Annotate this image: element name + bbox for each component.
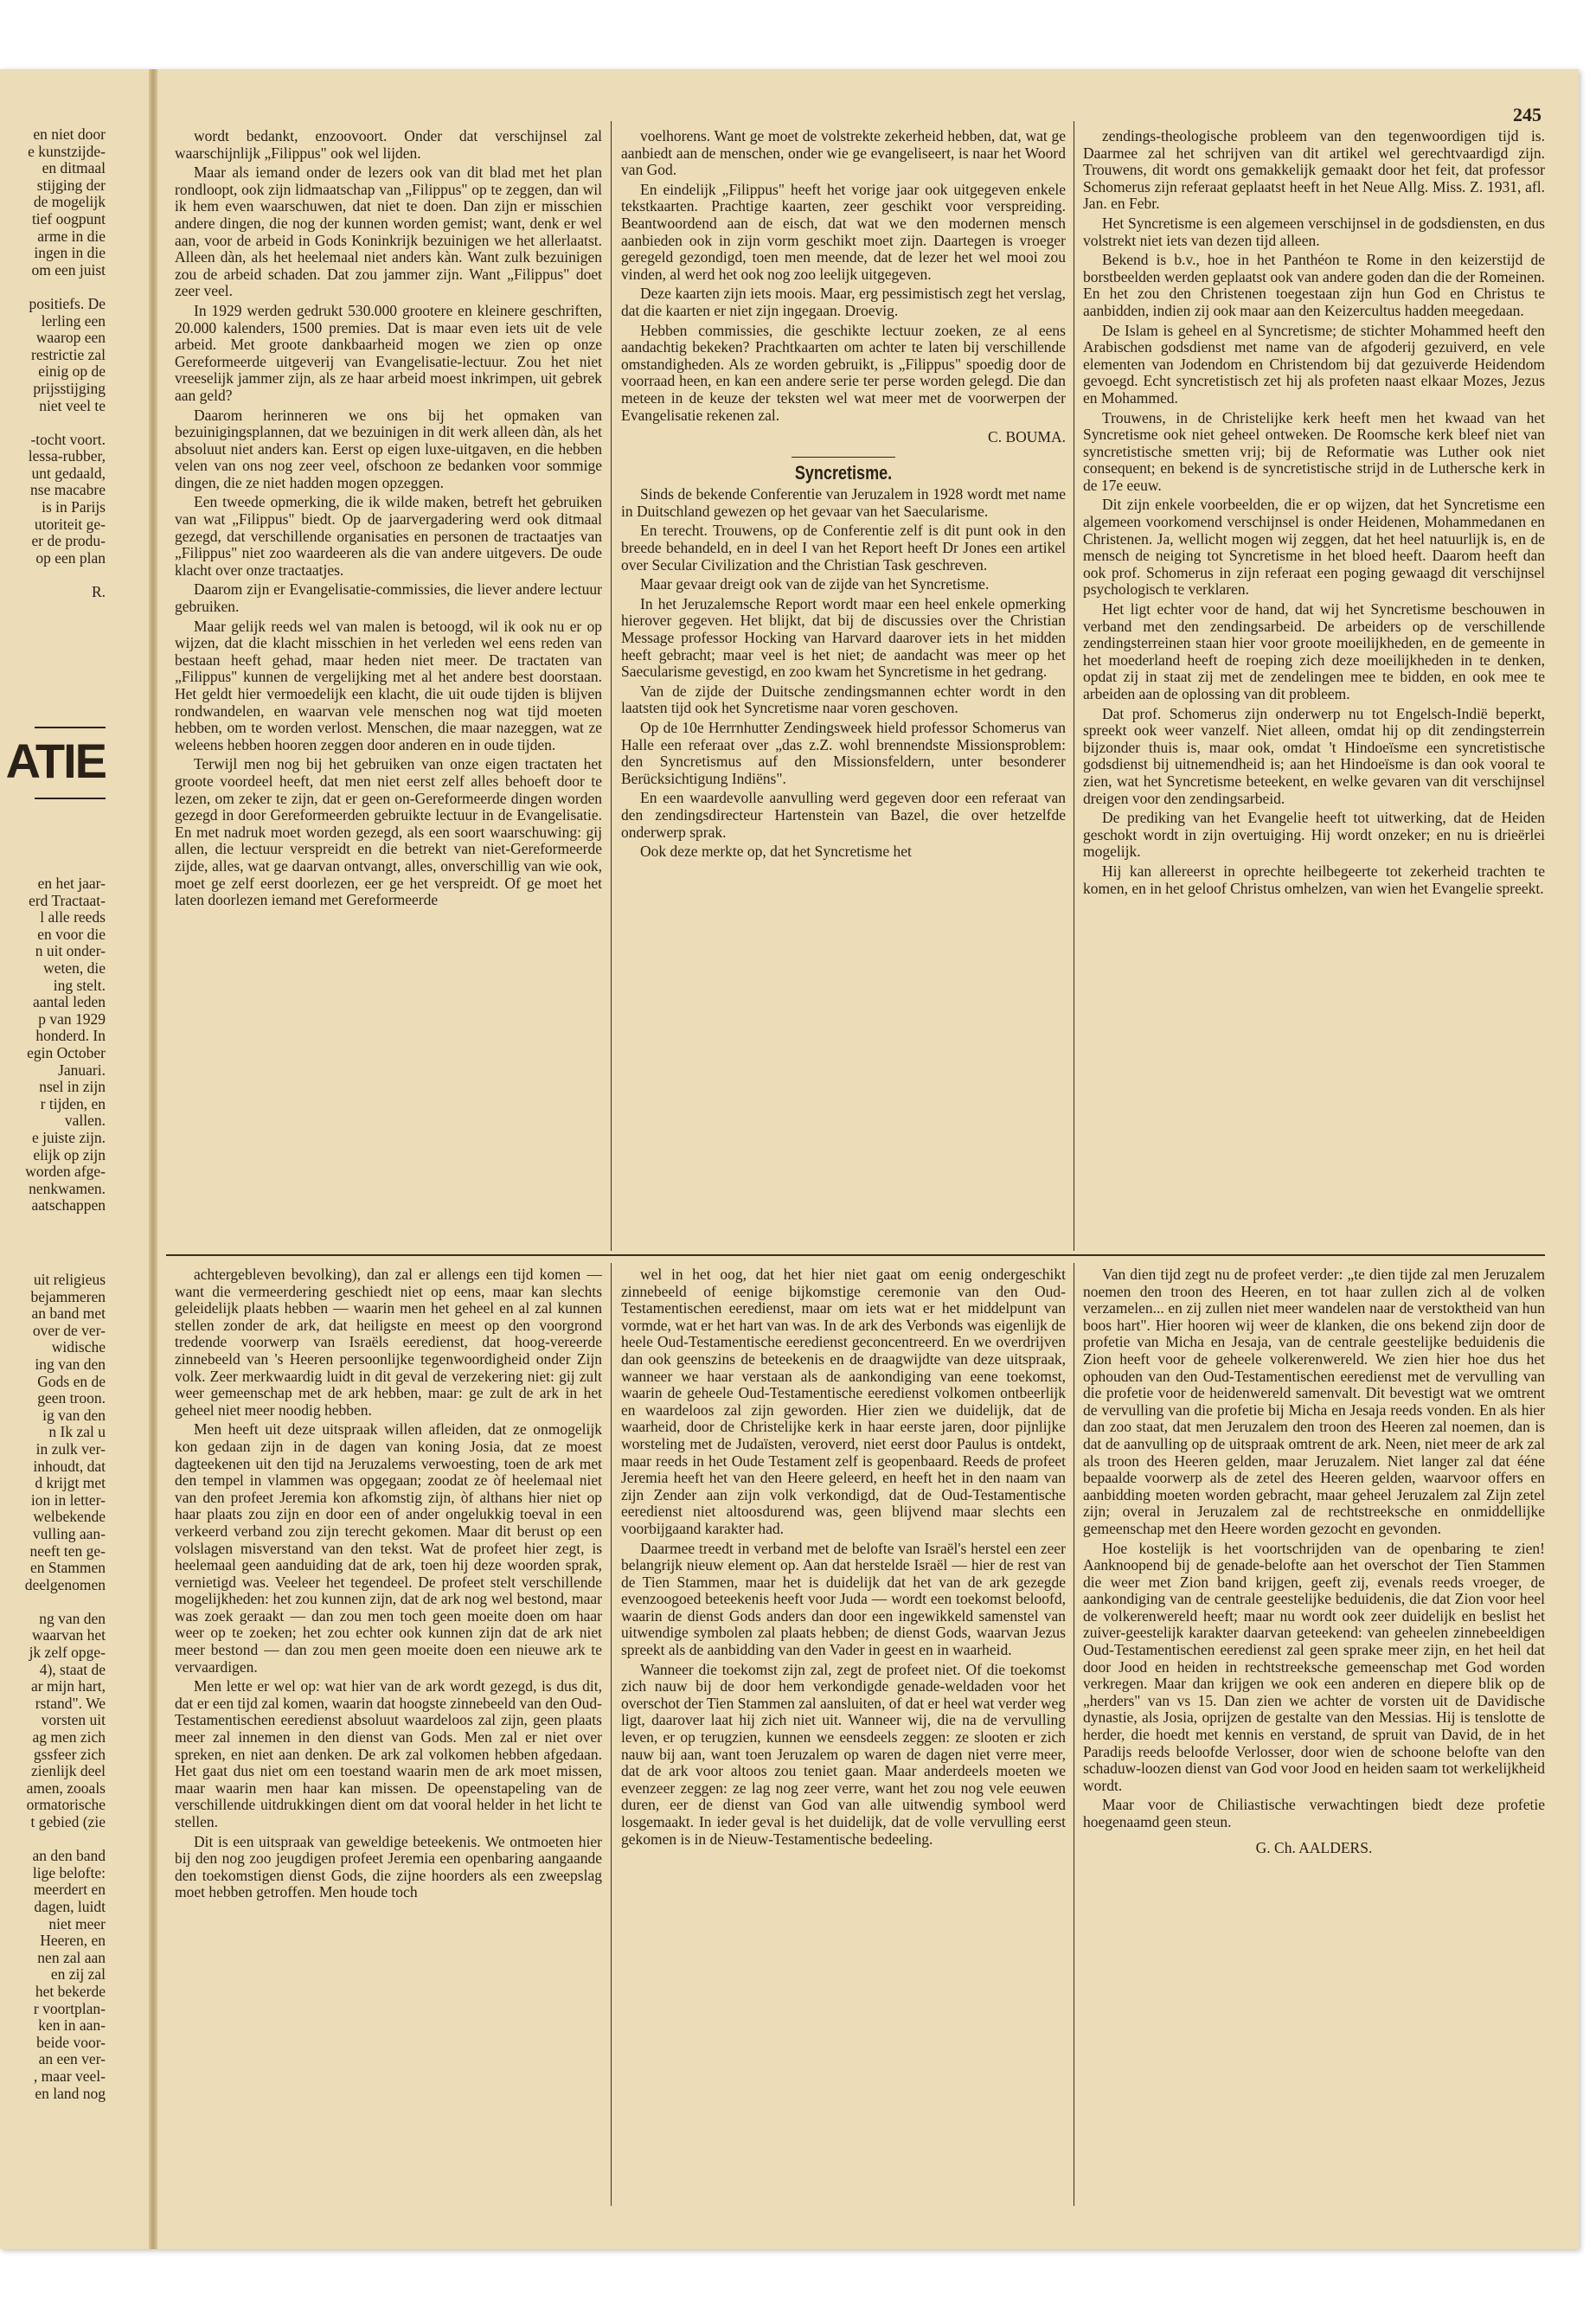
text-line: Gods en de	[37, 1372, 106, 1390]
text-line	[0, 567, 106, 584]
text-line: aantal leden	[32, 993, 106, 1011]
paragraph: wordt bedankt, enzoovoort. Onder dat verschijnsel zal waarschijnlijk „Filippus" ook wel lijden.	[175, 128, 602, 162]
text-line: Januari.	[58, 1061, 106, 1079]
left-page-fragment-middle	[0, 875, 106, 1239]
text-line: om een juist	[31, 260, 106, 279]
text-line: einig op de	[38, 362, 106, 381]
text-line: ar mijn hart,	[30, 1677, 106, 1695]
article-column-4	[175, 1266, 602, 2209]
text-line: waarop een	[35, 329, 106, 347]
text-line: jk zelf opge-	[29, 1644, 106, 1662]
text-line: is in Parijs	[42, 498, 106, 516]
text-line: ion in letter-	[30, 1490, 106, 1509]
text-line: r voortplan-	[33, 1999, 106, 2017]
text-line: en Stammen	[30, 1559, 106, 1577]
article-heading-syncretisme: Syncretisme.	[794, 461, 893, 484]
text-line: nse macabre	[30, 481, 106, 499]
text-line	[0, 1593, 106, 1611]
paragraph: Dit zijn enkele voorbeelden, die er op wijzen, dat het Syncretisme een algemeen voorkomend verschijnsel is onder Heidenen, Mohammedanen en Christenen. Ja, wellicht mogen wij zeggen, dat het heel natuurlijk is, en de mensch de neiging tot Syncretisme in het bloed heeft. Daarom heeft dan ook prof. Schomerus in zijn referaat een poging gewaagd dit verschijnsel psychologisch te verklaren.	[1083, 496, 1545, 599]
text-line: er de produ-	[31, 532, 106, 550]
paragraph: Maar als iemand onder de lezers ook van dit blad met het plan rondloopt, ook zijn lidmaatschap van „Filippus" op te zeggen, dan wil ik hem even waarschuwen, dat niet te doen. Dan zijn er misschien andere dingen, die nog der kunnen worden gemist; want, denk er wel aan, voor de arbeid in Gods Koninkrijk bezuinigen we het allerlaatst. Alleen dàn, als het heelemaal niet anders kàn. Want zulk bezuinigen zou de arbeid schaden. Dat zou jammer zijn. Want „Filippus" doet zeer veel.	[175, 163, 602, 300]
text-line: bejammeren	[30, 1287, 106, 1305]
paragraph: Op de 10e Herrnhutter Zendingsweek hield professor Schomerus van Halle een referaat over „das z.Z. wohl brennendste Missionsproblem: den Syncretismus auf den Missionsfeldern, unter besonderer Berücksichtigung Indiëns".	[621, 719, 1066, 787]
text-line: p van 1929	[38, 1009, 106, 1028]
text-line: amen, zooals	[26, 1779, 106, 1797]
text-line: meerdert en	[33, 1881, 106, 1899]
paragraph: achtergebleven bevolking), dan zal er allengs een tijd komen — want die vermeerdering geschiedt niet op eens, maar kan slechts geleidelijk plaats hebben — waarin men het geheel en al zal kunnen stellen zonder de ark, dat heiligste en meest op den voorgrond tredende voorwerp van Israëls eeredienst, dat hoog-vereerde zinnebeeld van 's Heeren persoonlijke tegenwoordigheid onder Zijn volk. Zeer merkwaardig luidt in dit geval de verzekering niet: gij zult weer gemeenschap met de ark hebben, maar: ge zult de ark in het geheel niet meer noodig hebben.	[175, 1266, 602, 1419]
column-rule	[611, 1263, 612, 2206]
paragraph: Van dien tijd zegt nu de profeet verder: „te dien tijde zal men Jeruzalem noemen den troon des Heeren, en tot haar zullen zich al de volken verzamelen... en zij zullen niet meer wandelen naar de verstoktheid van hun boos hart". Hier hooren wij weer de klanken, die ons bekend zijn door de profetie van Micha en Jesaja, van de centrale geestelijke beduidenis die Zion heeft voor de geheele volkerenwereld. We zien hier hoe dus het ophouden van den Oud-Testamentischen eeredienst met de vervulling van die profetie voor de heidenwereld samenvalt. Dit bevestigt wat we omtrent de vervulling van die profetie bij Micha en Jesaja reeds vonden. En als hier dan zoo staat, dat men Jeruzalem den troon des Heeren zal noemen, dan is dat de aanvulling op de uitspraak omtrent de ark. Neen, niet meer de ark zal als troon des Heeren gelden, maar Jeruzalem. Niet langer zal dat ééne bepaalde voorwerp als de zetel des Heeren gelden, waarvoor offers en aanbidding moeten worden gebracht, maar geheel Jeruzalem zal Zijn zetel zijn; overal in Jeruzalem zal de rechtstreeksche en onmiddellijke gemeenschap met den Heere worden gezocht en gevonden.	[1083, 1266, 1545, 1537]
text-line: an den band	[32, 1847, 106, 1865]
paragraph: Dat prof. Schomerus zijn onderwerp nu tot Engelsch-Indië beperkt, spreekt ook weer vanzelf. Niet alleen, omdat hij op dit zendingsterrein bijzonder thuis is, maar ook, omdat 't Hindoeïsme een syncretistische godsdienst bij uitnemendheid is; aan het Hindoeïsme is dan ook vooral te zien, wat het Syncretisme beteekent, en welke gevaren van dit verschijnsel dreigen voor den zendingsarbeid.	[1083, 704, 1545, 807]
column-rule	[611, 121, 612, 1251]
left-page-fragment-heading	[0, 716, 106, 881]
text-line: 4), staat de	[39, 1660, 106, 1678]
article-column-5	[621, 1266, 1066, 2209]
text-line: ng van den	[39, 1609, 106, 1627]
text-line: welbekende	[33, 1508, 106, 1526]
paragraph: In het Jeruzalemsche Report wordt maar een heel enkele opmerking hierover gegeven. Het blijkt, dat bij de discussies over the Christian Message professor Hocking van Harvard daarover iets in het midden heeft gebracht; maar veel is het niet; de aandacht was meer op het Saecularisme gevestigd, en zoo kwam het Syncretisme in het gedrang.	[621, 594, 1066, 681]
text-line	[0, 279, 106, 296]
paragraph: Van de zijde der Duitsche zendingsmannen echter wordt in den laatsten tijd ook het Syncretisme naar voren geschoven.	[621, 682, 1066, 717]
text-line: lerling een	[41, 311, 106, 330]
text-line: d krijgt met	[35, 1474, 106, 1492]
text-line: aatschappen	[31, 1196, 106, 1215]
horizontal-rule	[166, 1254, 1545, 1256]
paragraph: In 1929 werden gedrukt 530.000 grootere en kleinere geschriften, 20.000 kalenders, 1500 premies. Dat is maar even iets uit de vele arbeid. Met groote dankbaarheid mogen we zien op onze Gereformeerde uitgeverij van Evangelisatie-lectuur. Zou het niet vreeselijk jammer zijn, als ze haar arbeid moest inkrimpen, uit gebrek aan geld?	[175, 301, 602, 404]
text-line: ormatorische	[26, 1796, 106, 1814]
text-line: over de ver-	[32, 1321, 106, 1339]
text-line: de mogelijk	[33, 193, 106, 211]
text-line: ig van den	[42, 1406, 106, 1424]
text-line: lige belofte:	[32, 1863, 106, 1881]
text-line: en niet door	[33, 126, 106, 143]
text-line: tief oogpunt	[31, 209, 106, 228]
text-line: op een plan	[35, 548, 106, 567]
paragraph: Maar gevaar dreigt ook van de zijde van het Syncretisme.	[640, 575, 990, 593]
paragraph: Ook deze merkte op, dat het Syncretisme het	[640, 843, 912, 861]
text-line: gssfeer zich	[33, 1745, 106, 1763]
article-column-3	[1083, 128, 1545, 1249]
text-line: weten, die	[43, 958, 106, 977]
text-line: an een ver-	[38, 2050, 106, 2068]
paragraph: De Islam is geheel en al Syncretisme; de stichter Mohammed heeft den Arabischen godsdienst met name van de afgoderij gezuiverd, en vele elementen van Jodendom en Christendom bij dat gezuiverde Heidendom gevoegd. Echt syncretistisch zet hij als profeten naast elkaar Mozes, Jezus en Mohammed.	[1083, 321, 1545, 407]
left-page-rule	[35, 798, 106, 799]
paragraph: Bekend is b.v., hoe in het Panthéon te Rome in den keizerstijd de borstbeelden werden geplaatst ook van andere goden dan die der Romeinen. En het zou den Christenen toegestaan zijn hun God en Christus te aanbidden, indien zij ook maar aan den Keizercultus hadden meegedaan.	[1083, 251, 1545, 319]
text-line: neeft ten ge-	[29, 1541, 106, 1560]
text-line: unt gedaald,	[31, 464, 106, 482]
paragraph: Hebben commissies, die geschikte lectuur zoeken, ze al eens aandachtig bekeken? Prachtkaarten om achter te laten bij verschillende omstandigheden. Als ze worden gebruikt, is „Filippus" spoedig door de voorraad heen, en kan een andere serie ter perse worden gelegd. Die dan meteen in de keuze der teksten wel wat meer met de voorwerpen der Evangelisatie rekenen zal.	[621, 321, 1066, 424]
text-line: nsel in zijn	[39, 1078, 106, 1096]
paragraph: Hoe kostelijk is het voortschrijden van de openbaring te zien! Aanknoopend bij de genade-belofte aan het overschot der Tien Stammen die weer met Zion band krijgen, geeft zij, evenals reeds vroeger, de aankondiging van de centrale geestelijke beduidenis, die dat Zion voor heel de volkerenwereld heeft; maar nu wordt ook zeer duidelijk en beslist het zuiver-geestelijk karakter daarvan geteekend: van geheelen zinnebeeldigen Oud-Testamentischen eeredienst zal geen sprake meer zijn, en het heil dat door Jood en heiden in rechtstreeksche gemeenschap met God worden verkregen. Maar dan krijgen we ook een anderen en diepere blik op de „herders" van vs 15. Dan zien we achter de vorsten uit de Davidische dynastie, als Josia, oprijzen de gestalte van den Messias. Hij is tenslotte de herder, die hoedt met kennis en verstand, de spruit van David, de in het Paradijs reeds beloofde Verlosser, door wien de schoone belofte van den schaduw-loozen dienst van God voor Jood en heiden saam tot werkelijkheid wordt.	[1083, 1539, 1545, 1794]
article-column-2	[621, 128, 1066, 1249]
text-line: dagen, luidt	[34, 1897, 106, 1915]
text-line: ken in aan-	[38, 2016, 106, 2035]
text-line: uit religieus	[33, 1272, 106, 1288]
text-line: honderd. In	[35, 1027, 106, 1045]
paragraph: Maar gelijk reeds wel van malen is betoogd, wil ik ook nu er op wijzen, dat die klacht misschien in het verleden wel eens reden van bestaan heeft gehad, maar heden niet meer. De tractaten van „Filippus" kunnen de vergelijking met al het andere best doorstaan. Het geldt hier vermoedelijk een klacht, die uit oude tijden is blijven rondwandelen, en waarvan vele menschen nog wat tijd moeten hebben, om te worden verlost. Menschen, die maar nazeggen, wat ze weleens hebben hooren zeggen door anderen en in oude tijden.	[175, 617, 602, 753]
author-signature-bouma: C. BOUMA.	[988, 428, 1066, 446]
paragraph: De prediking van het Evangelie heeft tot uitwerking, dat de Heiden geschokt wordt in zijn overtuiging. Hij wordt onzeker; en nu is drieërlei mogelijk.	[1083, 809, 1545, 861]
paragraph: Hij kan allereerst in oprechte heilbegeerte tot zekerheid trachten te komen, en in het geloof Christus omhelzen, van wien het Evangelie spreekt.	[1083, 862, 1545, 897]
text-line: ing van den	[35, 1355, 106, 1373]
article-column-6	[1083, 1266, 1545, 2209]
text-line	[0, 1831, 106, 1849]
left-page-heading: ATIE	[5, 734, 106, 788]
text-line: elijk op zijn	[33, 1145, 106, 1163]
left-page-rule	[35, 727, 106, 728]
text-line: en het jaar-	[37, 875, 106, 892]
text-line: zienlijk deel	[30, 1762, 106, 1780]
text-line: vallen.	[64, 1112, 106, 1130]
text-line: erd Tractaat-	[29, 891, 106, 909]
paragraph: Men heeft uit deze uitspraak willen afleiden, dat ze onmogelijk kon gedaan zijn in de dagen van koning Josia, dat ze moest dagteekenen uit den tijd na Jeruzalems verwoesting, toen de ark met den tempel in vlammen was opgegaan; zoodat ze òf heelemaal niet van den profeet Jeremia kon afkomstig zijn, òf althans hier niet op haar plaats zou zijn en door een of ander ongelukkig toeval in een verkeerd verband zou zijn terecht gekomen. Maar dit berust op een volslagen misverstand van den tekst. Wat de profeet hier zegt, is heelemaal geen aanduiding dat de ark, toen hij deze woorden sprak, vernietigd was. Veeleer het tegendeel. De profeet stelt verschillende mogelijkheden: het zou kunnen zijn, dat de ark nog wel bestond, maar was zoek geraakt — dan zou men toch geen moeite doen om haar weer op te zoeken; het zou echter ook kunnen zijn dat de ark niet meer bestond — dan zou men geen moeite doen een nieuwe ark te vervaardigen.	[175, 1420, 602, 1676]
text-line: t gebied (zie	[30, 1813, 106, 1830]
section-divider	[792, 457, 895, 458]
left-page-fragment-lower	[0, 1272, 106, 2214]
paragraph: Trouwens, in de Christelijke kerk heeft men het kwaad van het Syncretisme ook niet geheel ontweken. De Roomsche kerk bleef niet van syncretistische smetten vrij; bij de Reformatie was Luther ook niet consequent; en bekend is de syncretistische strijd in de Luthersche kerk in de 17e eeuw.	[1083, 408, 1545, 494]
text-line: e kunstzijde-	[28, 142, 106, 160]
page-number: 245	[1513, 104, 1542, 125]
text-line: en zij zal	[50, 1965, 106, 1984]
paragraph: Het ligt echter voor de hand, dat wij het Syncretisme beschouwen in verband met den zendingsarbeid. De arbeiders op de verschillende zendingsterreinen staan hier voor groote moeilijkheden, en de gemeente in het moederland heeft de roeping zich deze moeilijkheden in te denken, opdat zij in staat zij met de zendelingen mee te bidden, en ook mee te arbeiden aan de oplossing van dit probleem.	[1083, 600, 1545, 702]
paragraph: wel in het oog, dat het hier niet gaat om eenig ondergeschikt zinnebeeld of eenige bijkomstige ceremonie van den Oud-Testamentischen eeredienst, maar om iets wat er het middelpunt van vormde, wat er het hart van was. In de ark des Verbonds was eigenlijk de heele Oud-Testamentische eeredienst geconcentreerd. En we overdrijven dan ook geenszins de beteekenis en de draagwijdte van deze uitspraak, wanneer we haar verstaan als de aankondiging van eene toekomst, waarin de geheele Oud-Testamentische eeredienst volkomen ontbeerlijk en waardeloos zal zijn geworden. Hier zien we duidelijk, dat de waarheid, door de Christelijke kerk in haar eerste jaren, door pijnlijke worsteling met de Judaïsten, veroverd, niet eerst door Paulus is ontdekt, maar reeds in het Oude Testament zelf is geopenbaard. Reeds de profeet Jeremia heeft het van den Heere geleerd, en heeft het in den naam van zijn Zender aan zijn volk verkondigd, dat de Oud-Testamentische eeredienst niet altoosdurend was, geen blijvend maar slechts een voorbijgaand karakter had.	[621, 1266, 1066, 1537]
paragraph: Daarom zijn er Evangelisatie-commissies, die liever andere lectuur gebruiken.	[175, 580, 602, 616]
text-line: ing stelt.	[53, 976, 106, 994]
paragraph: Daarmee treedt in verband met de belofte van Israël's herstel een zeer belangrijk nieuw element op. Aan dat herstelde Israël — hier de rest van de Tien Stammen, maar het is duidelijk dat het van de ark gezegde evenzoogoed beteekenis heeft voor Juda — wordt een toekomst beloofd, waarin de dienst Gods anders dan door een ingewikkeld samenstel van uitwendige symbolen zal plaats hebben; de dienst Gods, waarvan Jezus spreekt als de aanbidding van den Vader in geest en in waarheid.	[621, 1539, 1066, 1659]
paragraph: Het Syncretisme is een algemeen verschijnsel in de godsdiensten, en dus volstrekt niet iets van dezen tijd alleen.	[1083, 214, 1545, 249]
paragraph: Men lette er wel op: wat hier van de ark wordt gezegd, is dus dit, dat er een tijd zal komen, waarin dat hoogste zinnebeeld van den Oud-Testamentischen eeredienst absoluut waardeloos zal zijn, geen plaats meer zal innemen in den dienst van Gods. Men zal er niet over spreken, en niet aan denken. De ark zal volkomen hebben afgedaan. Het gaat dus niet om een toestand waarin men de ark moet missen, maar waarin men haar kan missen. De opeenstapeling van de verschillende uitdrukkingen dient om dat vooral helder in het licht te stellen.	[175, 1677, 602, 1830]
text-line: n uit onder-	[35, 942, 106, 960]
paragraph: Terwijl men nog bij het gebruiken van onze eigen tractaten het groote voordeel heeft, dat men niet eerst zelf alles behoeft door te lezen, om zeker te zijn, dat er geen on-Gereformeerde dingen worden gezegd in door Gereformeerden gebruikte lectuur in de Evangelisatie. En met nadruk moet worden gezegd, als een soort waarschuwing: gij allen, die lectuur verspreidt en die betrekt van niet-Gereformeerde zijde, alles, wat ge daarvan ontvangt, alles, onverschillig van wie ook, moet ge zelf eerst doorlezen, eer ge het verspreidt. Of ge moet het laten doorlezen iemand met Gereformeerde	[175, 755, 602, 909]
text-line: prijsstijging	[33, 379, 106, 397]
text-line: vulling aan-	[32, 1524, 106, 1542]
paragraph: zendings-theologische probleem van den tegenwoordigen tijd is. Daarmee zal het schrijven van dit artikel wel gerechtvaardigd zijn. Trouwens, dit wordt ons gemakkelijk gemaakt door het feit, dat professor Schomerus zijn referaat geplaatst heeft in het Neue Allg. Miss. Z. 1931, afl. Jan. en Febr.	[1083, 128, 1545, 213]
paragraph: Deze kaarten zijn iets moois. Maar, erg pessimistisch zegt het verslag, dat die kaarten er niet zijn ingegaan. Droevig.	[621, 285, 1066, 319]
text-line: en ditmaal	[42, 159, 106, 177]
text-line	[0, 414, 106, 432]
text-line: inhoudt, dat	[33, 1457, 106, 1475]
text-line: geen troon.	[37, 1389, 106, 1407]
text-line: deelgenomen	[24, 1575, 106, 1593]
paragraph: Een tweede opmerking, die ik wilde maken, betreft het gebruiken van wat „Filippus" biedt. Op de jaarvergadering werd ook ditmaal gezegd, dat verschillende organisaties en personen de tractaatjes van „Filippus" niet zoo waardeeren als die van andere uitgevers. De oude klacht over onze tractaatjes.	[175, 493, 602, 579]
paragraph: Daarom herinneren we ons bij het opmaken van bezuinigingsplannen, dat we bezuinigen in dit werk alleen dàn, als het absoluut niet anders kan. Eerst op eigen luxe-uitgaven, en die hebben velen van ons nog zeer veel, ofschoon ze bedanken voor sommige dingen, die ze niet hadden mogen opzeggen.	[175, 406, 602, 491]
text-line: stijging der	[36, 176, 106, 194]
paragraph: En eindelijk „Filippus" heeft het vorige jaar ook uitgegeven enkele tekstkaarten. Prachtige kaarten, zeer geschikt voor verspreiding. Beantwoordend aan de eisch, dat wat we den modernen mensch aanbieden ook in zijn vorm geschikt moet zijn. Daartegen is vroeger geregeld gezondigd, toen men meende, dat de lezer het wel mooi zou vinden, al werd het ook nog zoo leelijk uitgegeven.	[621, 180, 1066, 283]
page-fold-shadow	[149, 69, 157, 2249]
text-line: l alle reeds	[40, 908, 106, 926]
article-column-1	[175, 128, 602, 1249]
text-line: arme in die	[37, 227, 106, 245]
paragraph: En een waardevolle aanvulling werd gegeven door een referaat van den zendingsdirecteur Hartenstein van Bazel, die over hetzelfde onderwerp sprak.	[621, 789, 1066, 841]
author-signature-aalders: G. Ch. AALDERS.	[1255, 1838, 1373, 1856]
text-line: lessa-rubber,	[28, 447, 106, 465]
text-line: worden afge-	[25, 1163, 106, 1181]
text-line: n Ik zal u	[48, 1423, 106, 1441]
text-line: utoriteit ge-	[34, 515, 106, 533]
text-line: positiefs. De	[29, 294, 106, 312]
text-line: waarvan het	[31, 1626, 106, 1644]
text-line: , maar veel-	[33, 2067, 106, 2085]
text-line: nenkwamen.	[29, 1179, 106, 1197]
text-line: r tijden, en	[40, 1094, 106, 1112]
text-line: en voor die	[37, 925, 106, 943]
paragraph: En terecht. Trouwens, op de Conferentie zelf is dit punt ook in den breede behandeld, en in deel I van het Report heeft Dr Jones een artikel over Secular Civilization and the Christian Task geschreven.	[621, 522, 1066, 574]
text-line: en land nog	[35, 2084, 106, 2102]
text-line: rstand". We	[35, 1694, 106, 1712]
text-line: het bekerde	[35, 1982, 106, 2000]
text-line: niet meer	[48, 1914, 106, 1932]
text-line: Heeren, en	[40, 1932, 106, 1950]
text-line: nen zal aan	[37, 1948, 106, 1966]
text-line: -tocht voort.	[30, 430, 106, 448]
text-line: vorsten uit	[41, 1711, 106, 1729]
text-line: beide voor-	[36, 2033, 106, 2051]
paragraph: Maar voor de Chiliastische verwachtingen biedt deze profetie hoegenaamd geen steun.	[1083, 1796, 1545, 1830]
text-line: an band met	[31, 1304, 106, 1323]
text-line: egin October	[27, 1043, 106, 1061]
text-line: niet veel te	[39, 396, 106, 414]
paragraph: voelhorens. Want ge moet de volstrekte zekerheid hebben, dat, wat ge aanbiedt aan de menschen, onder wie ge evangeliseert, is naar het Woord van God.	[621, 128, 1066, 179]
text-line: widische	[51, 1338, 106, 1356]
paragraph: Sinds de bekende Conferentie van Jeruzalem in 1928 wordt met name in Duitschland gewezen op het gevaar van het Saecularisme.	[621, 485, 1066, 520]
text-line: restrictie zal	[31, 345, 106, 363]
paragraph: Wanneer die toekomst zijn zal, zegt de profeet niet. Of die toekomst zich nauw bij de door hem verkondigde genade-weldaden voor het overschot der Tien Stammen zal aansluiten, of dat er heel wat verder weg ligt, daarover laat hij zich niet uit. Wanneer wij, die na de vervulling leven, er op terugzien, kunnen we eensdeels zeggen: ze slooten er zich nauw bij aan, want toen Jeruzalem op waren de dagen niet verre meer, dat de ark voor altoos zou teniet gaan. Maar anderdeels moeten we evenzeer zeggen: ze lag nog zeer verre, want het zou nog vele eeuwen duren, eer de dienst van God van alle uitwendig symbool werd losgemaakt. In ieder geval is het duidelijk, dat de volle vervulling eerst gekomen is in de Nieuw-Testamentische bedeeling.	[621, 1660, 1066, 1848]
left-page-fragment-upper	[0, 126, 106, 680]
paragraph: Dit is een uitspraak van geweldige beteekenis. We ontmoeten hier bij den nog zoo jeugdigen profeet Jeremia een openbaring aangaande den toekomstigen dienst Gods, die zijne hoorders als een zweepslag moet hebben getroffen. Men houde toch	[175, 1832, 602, 1901]
text-line: ingen in die	[34, 244, 106, 262]
text-line: in zulk ver-	[35, 1439, 106, 1458]
text-line: R.	[91, 583, 106, 601]
text-line: e juiste zijn.	[31, 1128, 106, 1146]
text-line: ag men zich	[32, 1728, 106, 1747]
